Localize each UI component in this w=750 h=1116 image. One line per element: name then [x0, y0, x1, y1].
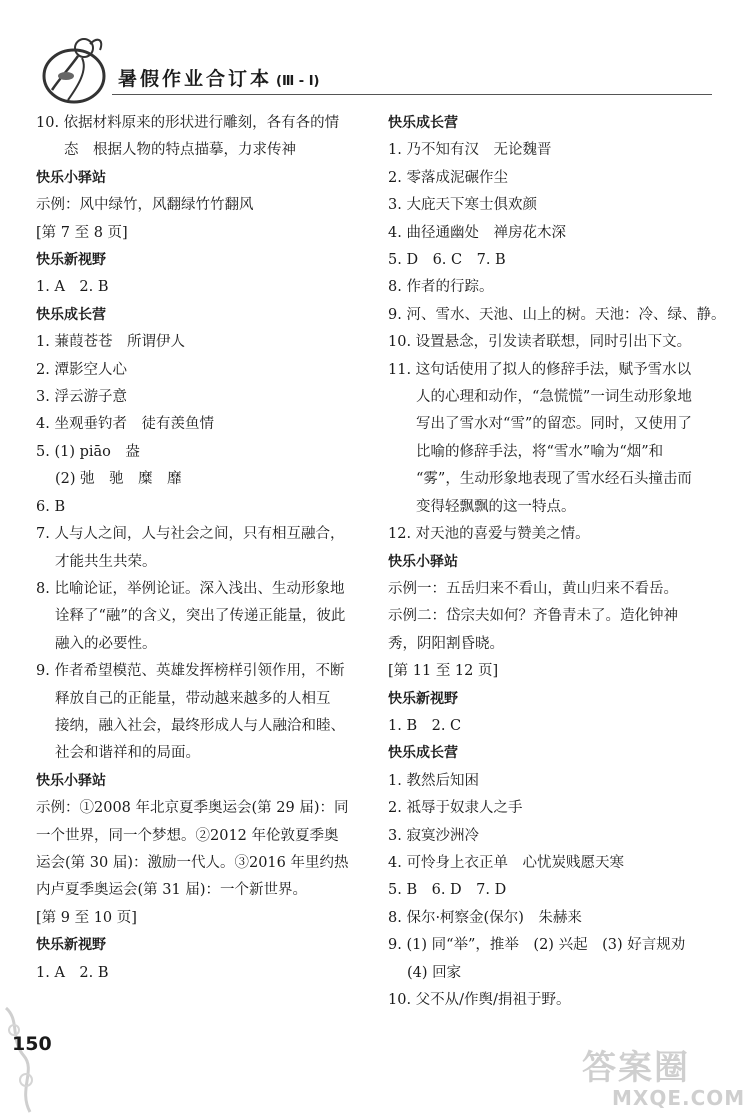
answer-line: [第 11 至 12 页]: [388, 663, 499, 680]
left-column: [36, 110, 382, 987]
answer-line: 4. 坐观垂钓者 徒有羡鱼情: [36, 416, 214, 433]
answer-line: [第 7 至 8 页]: [36, 224, 128, 241]
answer-line: 3. 浮云游子意: [36, 389, 127, 406]
answer-line: 1. A 2. B: [36, 964, 109, 981]
answer-line: 8. 比喻论证，举例论证。深入浅出、生动形象地: [36, 580, 345, 597]
section-heading: 快乐新视野: [36, 937, 106, 954]
answer-line: 人的心理和动作，“急慌慌”一词生动形象地: [416, 389, 692, 406]
answer-line: 示例：风中绿竹，风翻绿竹竹翻风: [36, 197, 254, 214]
book-title: 暑假作业合订本 (Ⅲ - Ⅰ): [118, 68, 320, 90]
answer-line: 变得轻飘飘的这一特点。: [416, 498, 576, 515]
answer-line: 才能共生共荣。: [55, 553, 157, 570]
answer-line: 一个世界，同一个梦想。②2012 年伦敦夏季奥: [36, 827, 339, 844]
watermark-logo: [560, 1040, 746, 1112]
answer-line: 融入的必要性。: [55, 635, 157, 652]
answer-line: “雾”，生动形象地表现了雪水经石头撞击而: [416, 471, 692, 488]
answer-line: 态 根据人物的特点描摹，力求传神: [64, 142, 296, 159]
answer-line: 示例一：五岳归来不看山，黄山归来不看岳。: [388, 580, 678, 597]
answer-line: [第 9 至 10 页]: [36, 909, 137, 926]
answer-line: 1. 蒹葭苍苍 所谓伊人: [36, 334, 185, 351]
answer-line: 秀，阴阳割昏晓。: [388, 635, 504, 652]
section-heading: 快乐小驿站: [36, 169, 106, 186]
answer-line: 10. 依据材料原来的形状进行雕刻，各有各的情: [36, 115, 340, 131]
answer-line: 3. 大庇天下寒士俱欢颜: [388, 197, 537, 214]
section-heading: 快乐新视野: [36, 252, 106, 269]
fairy-logo-icon: [38, 30, 110, 108]
header-divider: [112, 94, 712, 95]
page-header: [0, 0, 750, 115]
answer-line: 示例二：岱宗夫如何？齐鲁青未了。造化钟神: [388, 608, 678, 625]
section-heading: 快乐新视野: [388, 690, 458, 707]
page-number: 150: [12, 1033, 52, 1055]
answer-line: 1. 教然后知困: [388, 772, 479, 789]
answer-line: 比喻的修辞手法，将“雪水”喻为“烟”和: [416, 443, 664, 460]
answer-line: 8. 保尔·柯察金(保尔) 朱赫来: [388, 909, 582, 926]
watermark-top-text: 答案圈: [582, 1048, 690, 1088]
answer-line: 1. A 2. B: [36, 279, 109, 296]
answer-line: 2. 零落成泥碾作尘: [388, 169, 508, 186]
section-heading: 快乐成长营: [36, 306, 106, 323]
answer-line: 6. B: [36, 498, 66, 515]
answer-line: 5. (1) piāo 盎: [36, 443, 140, 460]
answer-line: 2. 祗辱于奴隶人之手: [388, 800, 523, 817]
answer-line: 10. 父不从/作舆/捐祖于野。: [388, 992, 571, 1008]
answer-line: 3. 寂寞沙洲冷: [388, 827, 479, 844]
answer-line: (4) 回家: [407, 964, 462, 981]
answer-line: 4. 可怜身上衣正单 心忧炭贱愿天寒: [388, 854, 624, 871]
answer-line: 释放自己的正能量，带动越来越多的人相互: [55, 690, 331, 707]
answer-line: 运会(第 30 届)：激励一代人。③2016 年里约热: [36, 854, 349, 871]
section-heading: 快乐成长营: [388, 115, 458, 131]
answer-line: 示例：①2008 年北京夏季奥运会(第 29 届)：同: [36, 800, 349, 817]
answer-line: 7. 人与人之间，人与社会之间，只有相互融合，: [36, 526, 345, 543]
watermark-bottom-text: MXQE.COM: [612, 1086, 746, 1110]
answer-line: 9. 河、雪水、天池、山上的树。天池：冷、绿、静。: [388, 306, 726, 323]
answer-line: 1. B 2. C: [388, 717, 462, 734]
answer-line: 1. 乃不知有汉 无论魏晋: [388, 142, 552, 159]
section-heading: 快乐成长营: [388, 745, 458, 762]
answer-line: (2) 弛 驰 糜 靡: [55, 471, 182, 488]
answer-line: 4. 曲径通幽处 禅房花木深: [388, 224, 566, 241]
answer-line: 5. B 6. D 7. D: [388, 882, 507, 899]
corner-ornament-icon: [0, 1000, 60, 1116]
answer-line: 8. 作者的行踪。: [388, 279, 494, 296]
answer-line: 9. 作者希望模范、英雄发挥榜样引领作用，不断: [36, 663, 345, 680]
answer-line: 内卢夏季奥运会(第 31 届)：一个新世界。: [36, 882, 307, 899]
answer-line: 社会和谐祥和的局面。: [55, 745, 200, 762]
section-heading: 快乐小驿站: [36, 772, 106, 789]
answer-line: 12. 对天池的喜爱与赞美之情。: [388, 526, 590, 543]
answer-line: 9. (1) 同“举”，推举 (2) 兴起 (3) 好言规劝: [388, 937, 686, 954]
answer-line: 写出了雪水对“雪”的留恋。同时，又使用了: [416, 416, 692, 433]
section-heading: 快乐小驿站: [388, 553, 458, 570]
answer-line: 诠释了“融”的含义，突出了传递正能量，彼此: [55, 608, 346, 625]
right-column: [388, 110, 726, 1014]
answer-line: 接纳，融入社会，最终形成人与人融洽和睦、: [55, 717, 345, 734]
answer-line: 5. D 6. C 7. B: [388, 252, 506, 269]
answer-line: 10. 设置悬念，引发读者联想，同时引出下文。: [388, 334, 692, 351]
answer-line: 2. 潭影空人心: [36, 361, 127, 378]
answer-line: 11. 这句话使用了拟人的修辞手法，赋予雪水以: [388, 361, 692, 378]
